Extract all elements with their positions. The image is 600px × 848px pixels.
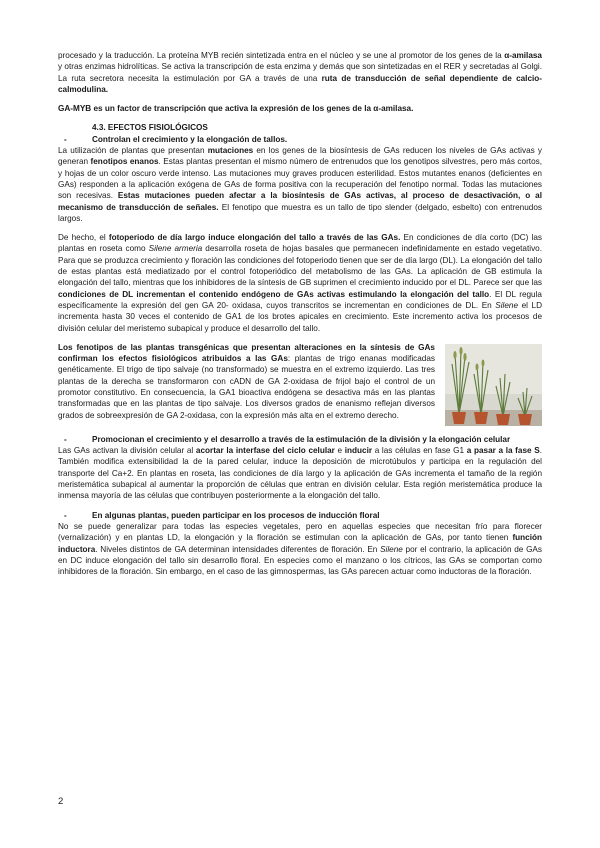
bullet-text: Controlan el crecimiento y la elongación de tallos.: [92, 134, 288, 144]
page-number: 2: [58, 796, 64, 807]
bullet-text: Promocionan el crecimiento y el desarrollo a través de la estimulación de la división y la elongación celular: [92, 434, 511, 444]
paragraph-cell-division: Las GAs activan la división celular al acortar la interfase del ciclo celular e inducir a las células en fase G1 a pasar a la fase S. También modifica extensibilidad la de la pared celular, induce la deposición de microtúbulos y participa en la regulación del transporte del Ca+2. En plantas en roseta, las condiciones de día largo y la aplicación de GAs incrementa el tamaño de la región meristemática subapical al aumentar la proporción de células que entran en división celular. Esta región meristemática produce la inmensa mayoría de las células que contribuyen posteriormente a la elongación del tallo.: [58, 446, 542, 501]
alpha-amylase-term: α-amilasa: [504, 51, 542, 60]
paragraph-photoperiod: De hecho, el fotoperiodo de día largo induce elongación del tallo a través de las GAs. En condiciones de día corto (DC) las plantas en roseta como Silene armeria desarrolla roseta de hojas basales que permanecen indefinidamente en estado vegetativo. Para que se produzca crecimiento y floración las condiciones del fotoperiodo tienen que ser de día largo (DL). La elongación del tallo de estas plantas está mediatizado por el control fotoperiódico del metabolismo de las GAs. La aplicación de GB estimula la elongación del tallo, mientras que los inhibidores de la síntesis de GB suprimen el crecimiento inducido por el DL. Parece ser que las condiciones de DL incrementan el contenido endógeno de GAs activas estimulando la elongación del tallo. El DL regula específicamente la expresión del gen GA 20- oxidasa, cuyos transcritos se incrementan en condiciones de DL. En Silene el LD incrementa hasta 30 veces el contenido de GA1 de los brotes apicales en crecimiento. Este incremento activa los procesos de división celular del meristemo subapical y produce el desarrollo del tallo.: [58, 233, 542, 333]
bullet-elongation: [58, 134, 542, 145]
wheat-plants-photo: [445, 344, 542, 426]
bullet-dash: -: [64, 510, 67, 520]
document-page: [58, 50, 542, 577]
calcium-pathway-term: ruta de transducción de señal dependiente de calcio-calmodulina.: [58, 73, 543, 94]
paragraph-flowering: No se puede generalizar para todas las especies vegetales, pero en aquellas especies que necesitan frío para florecer (vernalización) y en plantas LD, la elongación y la floración se estimulan con la aplicación de GAs, por tanto tienen función inductora. Niveles distintos de GA determinan intensidades diferentes de floración. En Silene por el contrario, la aplicación de GAs en DC induce elongación del tallo sin desarrollo floral. En especies como el manzano o los cítricos, las GAs se comportan como inhibidores de la floración. Sin embargo, en el caso de las gimnospermas, las GAs parecen actuar como inductoras de la floración.: [58, 521, 542, 577]
transgenic-section: [58, 342, 542, 426]
paragraph-myb: procesado y la traducción. La proteína MYB recién sintetizada entra en el núcleo y se une al promotor de los genes de la α-amilasa y otras enzimas hidrolíticas. Se activa la transcripción de esta enzima y demás que son sintetizadas en el RER y secretadas al Golgi. La ruta secretora necesita la estimulación por GA a través de una ruta de transducción de señal dependiente de calcio-calmodulina.: [58, 51, 543, 94]
bullet-dash: -: [64, 134, 67, 144]
bullet-dash: -: [64, 434, 67, 444]
paragraph-transgenic: Los fenotipos de las plantas transgénicas que presentan alteraciones en la síntesis de GAs confirman los efectos fisiológicos atribuidos a las GAs: plantas de trigo enanas modificadas genéticamente. El trigo de tipo salvaje (no transformado) se muestra en el extremo izquierdo. Las tres plantas de la derecha se transformaron con cADN de GA 2-oxidasa de frijol bajo el control de un promotor constitutivo. En consecuencia, la GA1 bioactiva endógena se desactiva más en las plantas transformadas que en las plantas de tipo salvaje. Los diversos grados de enanismo reflejan diversos grados de sobreexpresión de GA 2-oxidasa, con la expresión más alta en el extremo derecho.: [58, 342, 435, 420]
bullet-division: [58, 434, 542, 445]
paragraph-gamyb: GA-MYB es un factor de transcripción que activa la expresión de los genes de la α-amilasa.: [58, 104, 414, 114]
bullet-text: En algunas plantas, pueden participar en los procesos de inducción floral: [92, 510, 380, 520]
paragraph-mutants: La utilización de plantas que presentan mutaciones en los genes de la biosíntesis de GAs reducen los niveles de GAs activas y generan fenotipos enanos. Estas plantas presentan el mismo número de entrenudos que los genotipos silvestres, pero más cortos, y hojas de un color oscuro verde intenso. Las mutaciones muy graves producen esterilidad. Estos mutantes enanos (deficientes en GAs) responden a la aplicación exógena de GAs de forma positiva con la recuperación del fenotipo normal. Todas las mutaciones son recesivas. Estas mutaciones pueden afectar a la biosíntesis de GAs activas, al proceso de desactivación, o al mecanismo de transducción de señales. El fenotipo que muestra es un tallo de tipo slender (delgado, esbelto) con entrenudos largos.: [58, 146, 542, 223]
section-heading: 4.3. EFECTOS FISIOLÓGICOS: [92, 123, 208, 133]
bullet-flowering: [58, 510, 542, 521]
